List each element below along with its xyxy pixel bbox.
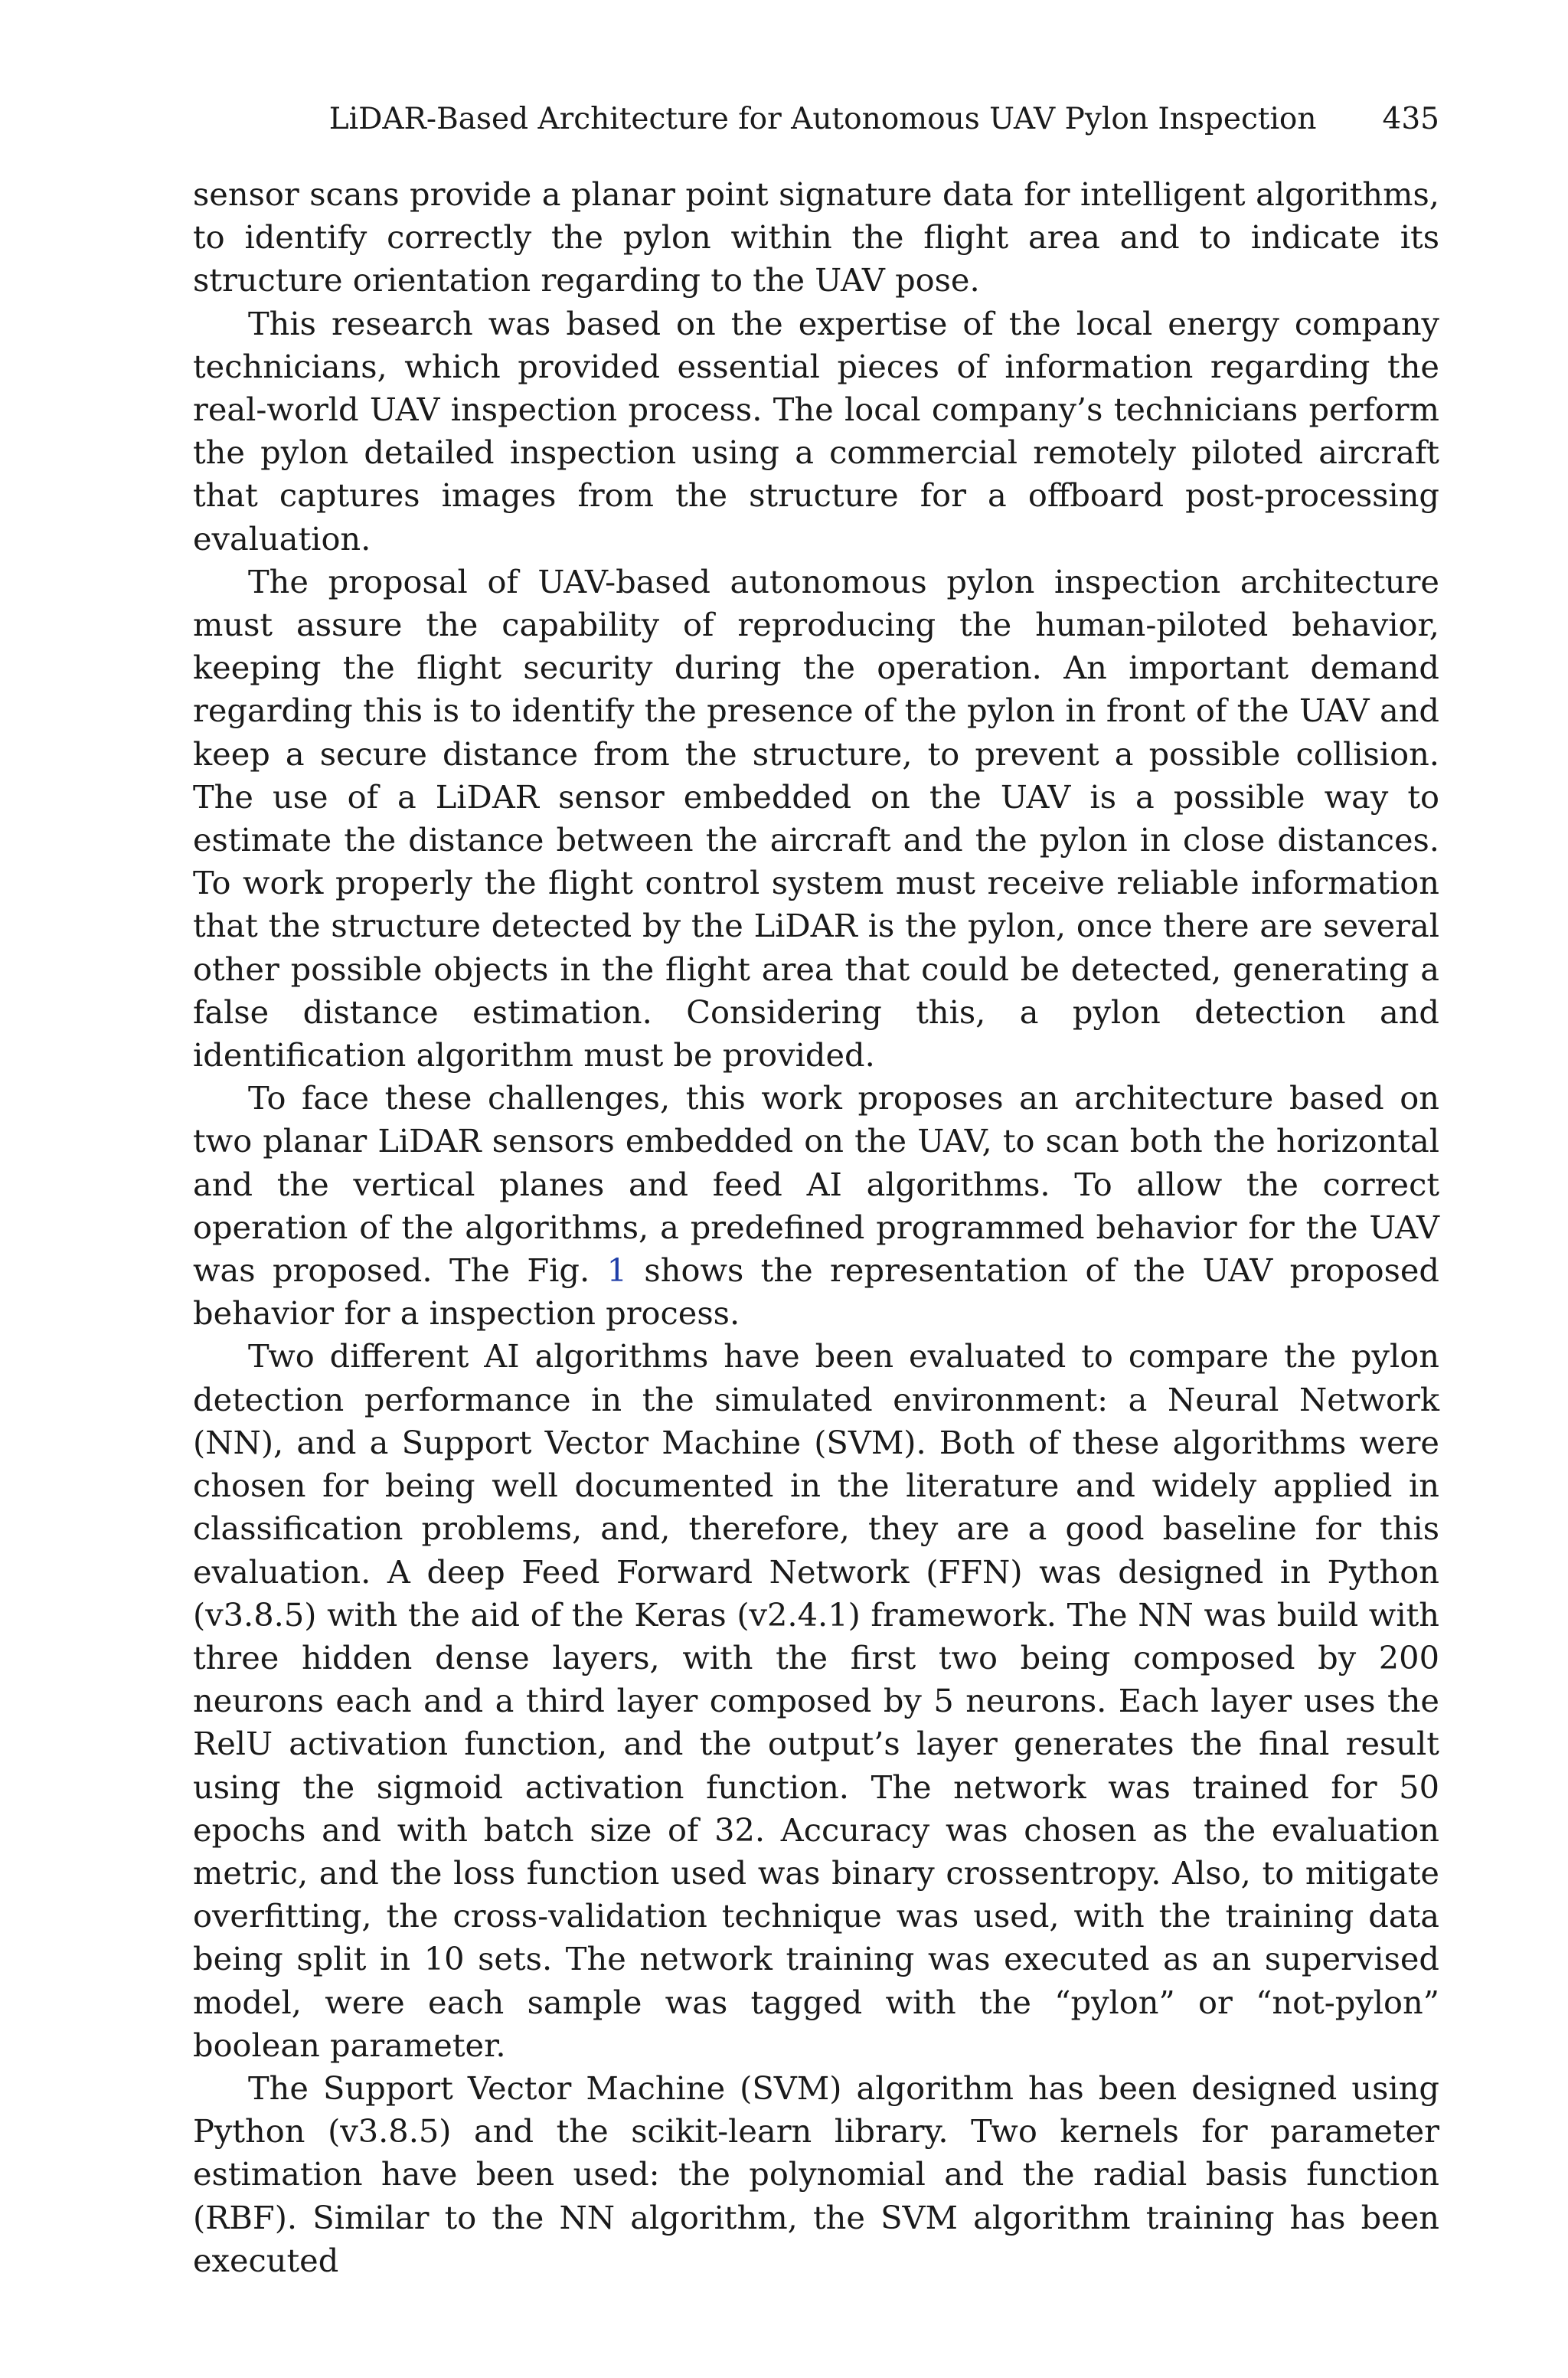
paragraph: The proposal of UAV-based autonomous pylon inspection architecture must assure the capability of reproducing the human-piloted behavior, keeping the flight security during the operation. An important demand regarding this is to identify the presence of the pylon in front of the UAV and keep a secure distance from the structure, to prevent a possible collision. The use of a LiDAR sensor embedded on the UAV is a possible way to estimate the distance between the aircraft and the pylon in close distances. To work properly the flight control system must receive reliable information that the structure detected by the LiDAR is the pylon, once there are several other possible objects in the flight area that could be detected, generating a false distance estimation. Considering this, a pylon detection and identification algorithm must be provided. bbox=[193, 562, 1439, 1075]
body-text bbox=[193, 173, 1439, 2282]
paper-page bbox=[193, 98, 1439, 2282]
paragraph bbox=[193, 1077, 1439, 1335]
paragraph: sensor scans provide a planar point signature data for intelligent algorithms, to identify correctly the pylon within the flight area and to indicate its structure orientation regarding to the UAV pose. bbox=[193, 175, 1439, 299]
figure-reference-link[interactable]: 1 bbox=[606, 1251, 627, 1290]
running-head-title: LiDAR-Based Architecture for Autonomous UAV Pylon Inspection bbox=[328, 102, 1317, 136]
paragraph: Two different AI algorithms have been evaluated to compare the pylon detection performance in the simulated environment: a Neural Network (NN), and a Support Vector Machine (SVM). Both of these algorithms were chosen for being well documented in the literature and widely applied in classification problems, and, therefore, they are a good baseline for this evaluation. A deep Feed Forward Network (FFN) was designed in Python (v3.8.5) with the aid of the Keras (v2.4.1) framework. The NN was build with three hidden dense layers, with the first two being composed by 200 neurons each and a third layer composed by 5 neurons. Each layer uses the RelU activation function, and the output’s layer generates the final result using the sigmoid activation function. The network was trained for 50 epochs and with batch size of 32. Accuracy was chosen as the evaluation metric, and the loss function used was binary crossentropy. Also, to mitigate overfitting, the cross-validation technique was used, with the training data being split in 10 sets. The network training was executed as an supervised model, were each sample was tagged with the “pylon” or “not-pylon” boolean parameter. bbox=[193, 1337, 1439, 2064]
page-number: 435 bbox=[1382, 102, 1439, 136]
paragraph-text: shows the representation of the UAV proposed behavior for a inspection process. bbox=[193, 1251, 1439, 1333]
paragraph-text: To face these challenges, this work proposes an architecture based on two planar LiDAR sensors embedded on the UAV, to scan both the horizontal and the vertical planes and feed AI algorithms. To allow the correct operation of the algorithms, a predefined programmed behavior for the UAV was proposed. The Fig. bbox=[193, 1079, 1439, 1290]
running-head bbox=[193, 98, 1439, 141]
paragraph: This research was based on the expertise of the local energy company technicians, which provided essential pieces of information regarding the real-world UAV inspection process. The local company’s technicians perform the pylon detailed inspection using a commercial remotely piloted aircraft that captures images from the structure for a offboard post-processing evaluation. bbox=[193, 304, 1439, 558]
paragraph: The Support Vector Machine (SVM) algorithm has been designed using Python (v3.8.5) and the scikit-learn library. Two kernels for parameter estimation have been used: the polynomial and the radial basis function (RBF). Similar to the NN algorithm, the SVM algorithm training has been executed bbox=[193, 2069, 1439, 2279]
